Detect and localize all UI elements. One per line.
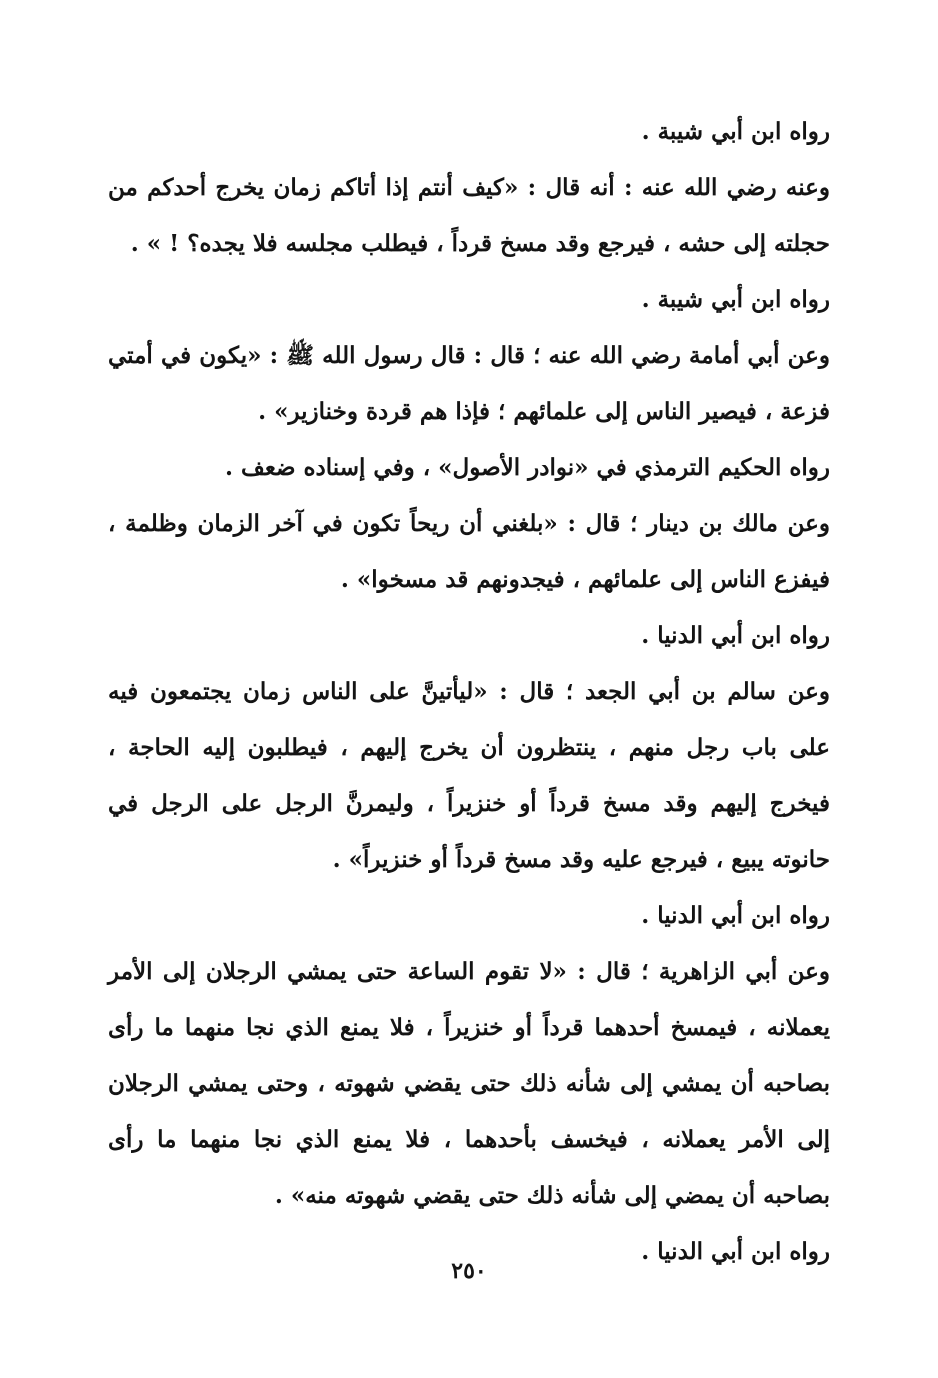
- narration-line: رواه ابن أبي شيبة .: [641, 118, 830, 145]
- page-number: ٢٥٠: [451, 1258, 487, 1284]
- hadith-paragraph: وعن أبي أمامة رضي الله عنه ؛ قال : قال رسول الله ﷺ : «يكون في أمتي فزعة ، فيصير الناس إلى علمائهم ؛ فإذا هم قردة وخنازير» .: [108, 342, 830, 425]
- page-body: [108, 104, 830, 1280]
- narration-line: رواه الحكيم الترمذي في «نوادر الأصول» ، وفي إسناده ضعف .: [225, 454, 830, 481]
- hadith-paragraph: وعن مالك بن دينار ؛ قال : «بلغني أن ريحاً تكون في آخر الزمان وظلمة ، فيفزع الناس إلى علمائهم ، فيجدونهم قد مسخوا» .: [108, 510, 830, 593]
- hadith-paragraph: وعن أبي الزاهرية ؛ قال : «لا تقوم الساعة حتى يمشي الرجلان إلى الأمر يعملانه ، فيمسخ أحدهما قرداً أو خنزيراً ، فلا يمنع الذي نجا منهما ما رأى بصاحبه أن يمشي إلى شأنه ذلك حتى يقضي شهوته ، وحتى يمشي الرجلان إلى الأمر يعملانه ، فيخسف بأحدهما ، فلا يمنع الذي نجا منهما ما رأى بصاحبه أن يمضي إلى شأنه ذلك حتى يقضي شهوته منه» .: [108, 958, 830, 1209]
- hadith-paragraph: وعنه رضي الله عنه : أنه قال : «كيف أنتم إذا أتاكم زمان يخرج أحدكم من حجلته إلى حشه ، فيرجع وقد مسخ قرداً ، فيطلب مجلسه فلا يجده؟ ! » .: [108, 174, 830, 257]
- hadith-paragraph: وعن سالم بن أبي الجعد ؛ قال : «ليأتينَّ على الناس زمان يجتمعون فيه على باب رجل منهم ، ينتظرون أن يخرج إليهم ، فيطلبون إليه الحاجة ، فيخرج إليهم وقد مسخ قرداً أو خنزيراً ، وليمرنَّ الرجل على الرجل في حانوته يبيع ، فيرجع عليه وقد مسخ قرداً أو خنزيراً» .: [108, 678, 830, 873]
- narration-line: رواه ابن أبي الدنيا .: [641, 1238, 830, 1265]
- narration-line: رواه ابن أبي الدنيا .: [641, 622, 830, 649]
- narration-line: رواه ابن أبي شيبة .: [641, 286, 830, 313]
- narration-line: رواه ابن أبي الدنيا .: [641, 902, 830, 929]
